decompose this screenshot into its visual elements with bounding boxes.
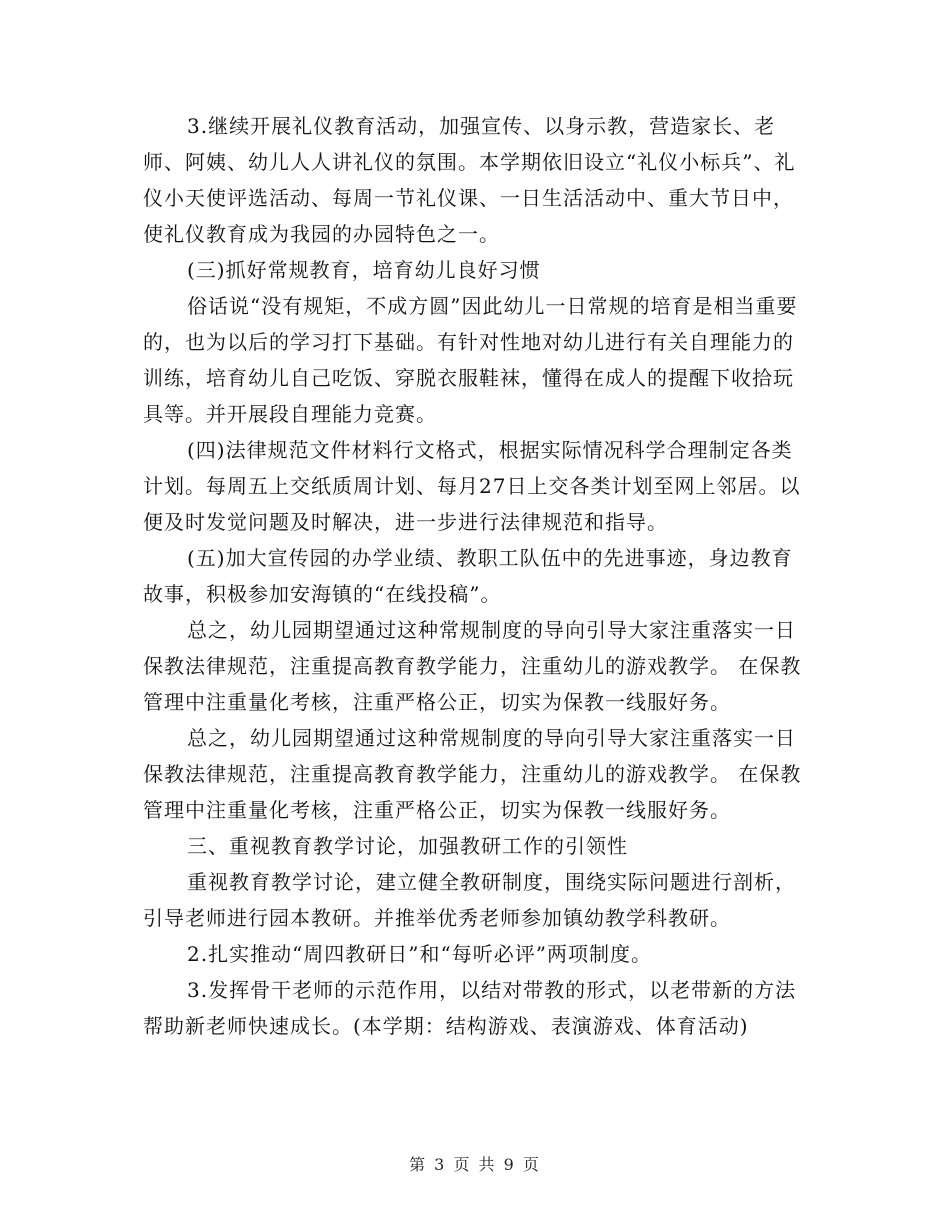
paragraph-routine-habits: 俗话说“没有规矩，不成方圆”因此幼儿一日常规的培育是相当重要的，也为以后的学习打下基础。有针对性地对幼儿进行有关自理能力的训练，培育幼儿自己吃饭、穿脱衣服鞋袜，懂得在成人的提醒下收拾玩具等。并开展段自理能力竞赛。 (143, 294, 798, 426)
document-body (143, 108, 808, 1044)
page-number-footer: 第 3 页 共 9 页 (409, 1155, 541, 1174)
paragraph-etiquette-education: 3.继续开展礼仪教育活动，加强宣传、以身示教，营造家长、老师、阿姨、幼儿人人讲礼仪的氛围。本学期依旧设立“礼仪小标兵”、礼仪小天使评选活动、每周一节礼仪课、一日生活活动中、重大节日中，使礼仪教育成为我园的办园特色之一。 (143, 114, 796, 246)
paragraph-research-system: 重视教育教学讨论，建立健全教研制度，围绕实际问题进行剖析，引导老师进行园本教研。并推举优秀老师参加镇幼教学科教研。 (143, 870, 796, 930)
paragraph-publicity: (五)加大宣传园的办学业绩、教职工队伍中的先进事迹，身边教育故事，积极参加安海镇的“在线投稿”。 (143, 546, 793, 606)
heading-teaching-research: 三、重视教育教学讨论，加强教研工作的引领性 (187, 834, 628, 858)
heading-routine-education: (三)抓好常规教育，培育幼儿良好习惯 (187, 258, 541, 282)
paragraph-thursday-research: 2.扎实推动“周四教研日”和“每听必评”两项制度。 (187, 942, 652, 966)
paragraph-summary-2: 总之，幼儿园期望通过这种常规制度的导向引导大家注重落实一日保教法律规范，注重提高教育教学能力，注重幼儿的游戏教学。 在保教管理中注重量化考核，注重严格公正，切实为保教一线服好务。 (143, 726, 802, 822)
paragraph-mentoring: 3.发挥骨干老师的示范作用，以结对带教的形式，以老带新的方法帮助新老师快速成长。(本学期：结构游戏、表演游戏、体育活动) (143, 978, 797, 1038)
paragraph-summary-1: 总之，幼儿园期望通过这种常规制度的导向引导大家注重落实一日保教法律规范，注重提高教育教学能力，注重幼儿的游戏教学。 在保教管理中注重量化考核，注重严格公正，切实为保教一线服好务。 (143, 618, 802, 714)
paragraph-document-format: (四)法律规范文件材料行文格式，根据实际情况科学合理制定各类计划。每周五上交纸质周计划、每月27日上交各类计划至网上邻居。以便及时发觉问题及时解决，进一步进行法律规范和指导。 (143, 438, 801, 534)
